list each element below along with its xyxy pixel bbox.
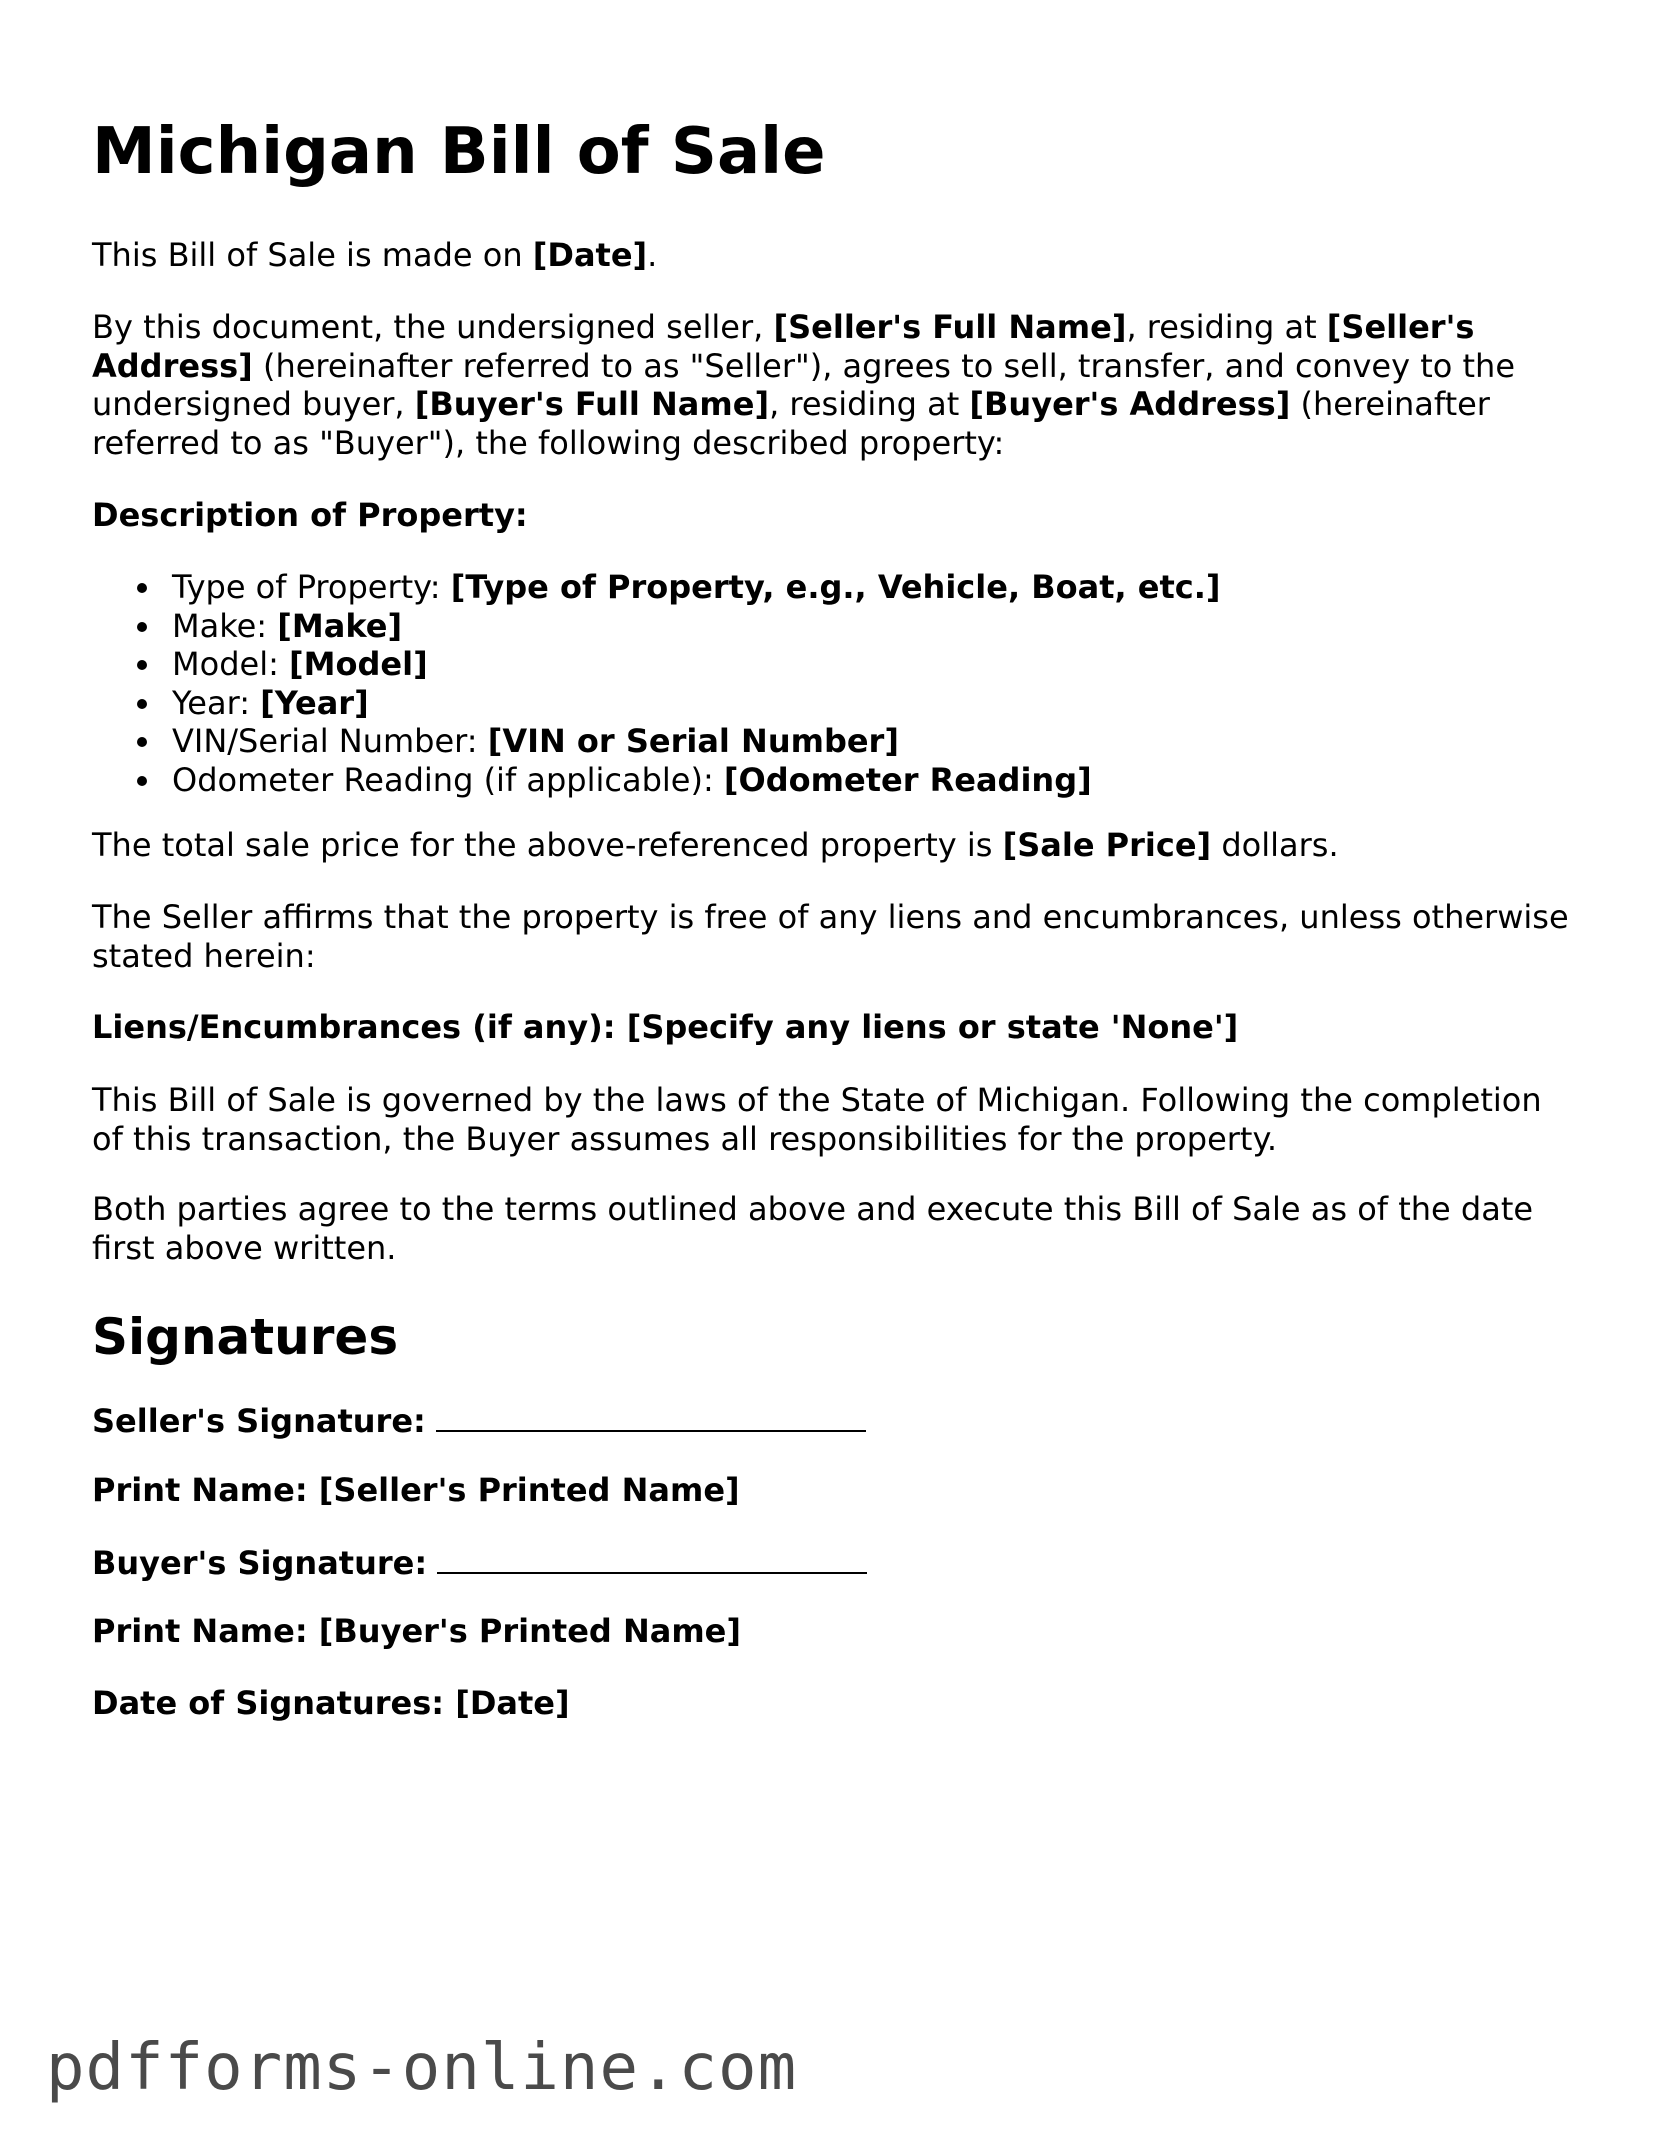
buyer-print-name: Print Name: [Buyer's Printed Name] [92,1612,741,1650]
intro-prefix: This Bill of Sale is made on [92,236,533,274]
bullet-icon [137,622,147,632]
list-item [92,722,1221,761]
buyer-signature-line[interactable] [437,1540,867,1574]
description-heading: Description of Property: [92,496,528,534]
price-prefix: The total sale price for the above-referenced property is [92,826,1003,864]
agreement-paragraph: Both parties agree to the terms outlined above and execute this Bill of Sale as of the date first above written. [92,1190,1534,1267]
list-item [92,684,1221,723]
property-value: [Type of Property, e.g., Vehicle, Boat, etc.] [450,568,1221,606]
sale-price-paragraph [92,826,1572,865]
buyer-address-placeholder: [Buyer's Address] [969,385,1291,423]
list-item [92,645,1221,684]
property-label: Type of Property: [172,568,451,606]
parties-text-5: (hereinafter referred to as "Buyer"), the following described property: [92,385,1490,462]
property-value: [Year] [260,683,369,722]
signatures-heading: Signatures [92,1308,399,1366]
list-item [92,568,1221,607]
property-label: Make: [172,606,278,645]
watermark-text: pdfforms-online.com [46,2031,798,2105]
list-item [92,761,1221,800]
parties-text-3: (hereinafter referred to as "Seller"), agrees to sell, transfer, and convey to the undersigned buyer, [92,346,1516,423]
liens-affirmation-paragraph: The Seller affirms that the property is free of any liens and encumbrances, unless otherwise stated herein: [92,898,1569,975]
liens-encumbrances-line: Liens/Encumbrances (if any): [Specify any liens or state 'None'] [92,1008,1239,1046]
date-of-signatures: Date of Signatures: [Date] [92,1684,570,1722]
bullet-icon [137,737,147,747]
parties-text-4: , residing at [769,385,970,423]
seller-signature-label: Seller's Signature: [92,1402,426,1440]
seller-signature-line[interactable] [436,1398,866,1432]
property-value: [Model] [289,645,428,683]
intro-date-placeholder: [Date] [532,236,648,274]
buyer-signature-label: Buyer's Signature: [92,1544,428,1582]
bullet-icon [137,583,147,593]
parties-paragraph [92,308,1572,462]
price-suffix: dollars. [1211,826,1339,864]
document-title: Michigan Bill of Sale [92,115,826,189]
list-item [92,607,1221,646]
seller-print-name: Print Name: [Seller's Printed Name] [92,1471,740,1509]
property-list [92,568,1221,799]
buyer-signature-row [92,1540,867,1583]
intro-suffix: . [647,236,658,274]
parties-text-2: , residing at [1126,308,1327,346]
property-label: VIN/Serial Number: [172,722,488,760]
intro-paragraph [92,236,1572,275]
property-label: Odometer Reading (if applicable): [172,760,724,799]
property-value: [Odometer Reading] [723,760,1092,799]
property-value: [VIN or Serial Number] [487,722,899,760]
buyer-name-placeholder: [Buyer's Full Name] [414,385,770,423]
bullet-icon [137,660,147,670]
bullet-icon [137,699,147,709]
property-label: Model: [172,645,290,683]
bullet-icon [137,776,147,786]
parties-text-1: By this document, the undersigned seller, [92,308,774,346]
property-value: [Make] [277,606,403,645]
governing-law-paragraph: This Bill of Sale is governed by the laws of the State of Michigan. Following the completion of this transaction, the Buyer assumes all responsibilities for the property. [92,1081,1542,1158]
property-label: Year: [172,683,261,722]
seller-address-placeholder: [Seller's Address] [92,308,1475,385]
sale-price-placeholder: [Sale Price] [1002,826,1212,864]
seller-signature-row [92,1398,866,1441]
seller-name-placeholder: [Seller's Full Name] [773,308,1127,346]
